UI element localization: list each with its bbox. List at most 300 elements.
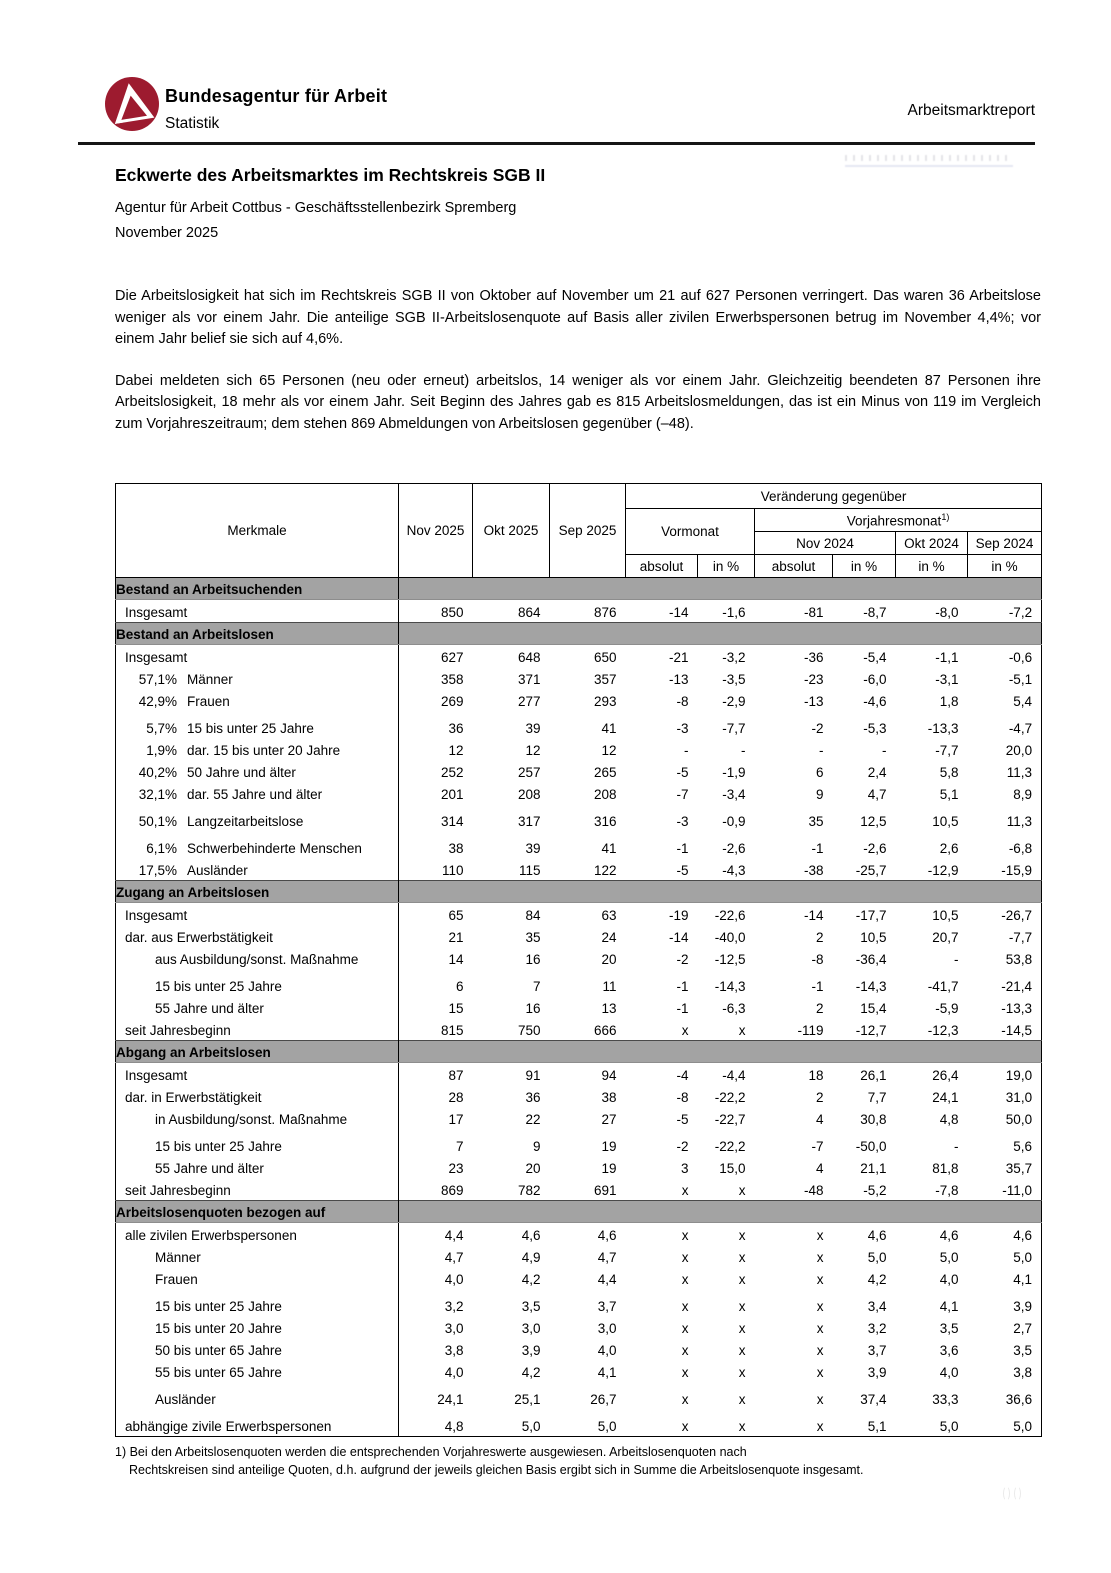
row-label: seit Jahresbeginn (125, 1023, 231, 1038)
value-cell: 316 (593, 814, 617, 829)
value-cell: -5 (676, 863, 689, 878)
value-cell: 201 (440, 787, 464, 802)
value-cell: 28 (448, 1090, 464, 1105)
row-label: Insgesamt (125, 1068, 188, 1083)
section-header-row (116, 1041, 1042, 1063)
value-cell: 3,0 (444, 1321, 464, 1336)
value-cell: 5,4 (1013, 694, 1033, 709)
value-cell: -14,3 (714, 979, 746, 994)
table-row (116, 1289, 1042, 1316)
value-cell: 4,7 (444, 1250, 464, 1265)
value-cell: -7,7 (1008, 930, 1033, 945)
artifact-mark (1003, 1486, 1010, 1501)
value-cell: 110 (441, 863, 464, 878)
table-row (116, 645, 1042, 668)
value-cell: x (738, 1321, 746, 1336)
value-cell: 25,1 (514, 1392, 541, 1407)
value-cell: 35 (808, 814, 824, 829)
value-cell: 4,6 (939, 1228, 959, 1243)
footnote-line-2: Rechtskreisen sind anteilige Quoten, d.h. aufgrund der jeweils gleichen Basis ergibt sich in Summe die Arbeitslosenquote insgesamt. (129, 1462, 864, 1477)
row-label: 50 Jahre und älter (187, 765, 296, 780)
value-cell: -6,3 (722, 1001, 746, 1016)
value-cell: -21,4 (1001, 979, 1033, 994)
value-cell: -14 (668, 930, 689, 945)
value-cell: 2 (815, 1001, 824, 1016)
value-cell: 35,7 (1005, 1161, 1033, 1176)
value-cell: 36,6 (1005, 1392, 1033, 1407)
value-cell: -5,1 (1008, 672, 1033, 687)
table-row (116, 925, 1042, 947)
value-cell: 4,7 (867, 787, 887, 802)
value-cell: -3,1 (935, 672, 959, 687)
value-cell: -0,9 (722, 814, 746, 829)
row-share-value: 40,2% (138, 765, 177, 780)
value-cell: -3,5 (722, 672, 746, 687)
value-cell: - (741, 743, 746, 758)
value-cell: 3,4 (867, 1299, 887, 1314)
value-cell: -1 (676, 841, 689, 856)
value-cell: x (681, 1023, 689, 1038)
value-cell: 4,4 (444, 1228, 464, 1243)
value-cell: 12 (525, 743, 541, 758)
col-header-okt2024-pct: in % (896, 555, 968, 578)
value-cell: x (816, 1392, 824, 1407)
value-cell: -8,0 (935, 605, 959, 620)
value-cell: 782 (517, 1183, 541, 1198)
value-cell: 4,0 (597, 1343, 617, 1358)
value-cell: 6 (815, 765, 824, 780)
value-cell: 4,6 (1013, 1228, 1033, 1243)
row-label-cell (116, 1223, 399, 1246)
value-cell: -14 (803, 908, 824, 923)
value-cell: -5,2 (863, 1183, 887, 1198)
table-row (116, 1316, 1042, 1338)
col-header-vormonat: Vormonat (626, 509, 755, 555)
value-cell: -2,6 (722, 841, 746, 856)
value-cell: -22,7 (714, 1112, 746, 1127)
value-cell: -3 (676, 814, 689, 829)
value-cell: 3,5 (521, 1299, 541, 1314)
section-title-cell: Zugang an Arbeitslosen (116, 881, 399, 903)
value-cell: -22,2 (714, 1090, 746, 1105)
table-row (116, 996, 1042, 1018)
row-label-cell (116, 996, 399, 1018)
section-fill-cell (399, 881, 1042, 903)
value-cell: x (681, 1299, 689, 1314)
col-header-merkmale: Merkmale (116, 484, 399, 578)
value-cell: x (816, 1299, 824, 1314)
row-label-cell (116, 738, 399, 760)
value-cell: 50,0 (1005, 1112, 1033, 1127)
table-row (116, 1063, 1042, 1086)
row-label: abhängige zivile Erwerbspersonen (125, 1419, 332, 1434)
table-row (116, 1156, 1042, 1178)
row-label: Ausländer (187, 863, 248, 878)
value-cell: x (738, 1272, 746, 1287)
row-label: Frauen (187, 694, 230, 709)
value-cell: 252 (440, 765, 464, 780)
table-row (116, 760, 1042, 782)
watermark-squiggle (845, 155, 1013, 161)
value-cell: 30,8 (860, 1112, 887, 1127)
section-fill-cell (399, 578, 1042, 600)
value-cell: x (681, 1228, 689, 1243)
value-cell: 4,0 (444, 1365, 464, 1380)
value-cell: 91 (525, 1068, 541, 1083)
row-label: 55 Jahre und älter (155, 1161, 264, 1176)
value-cell: 3,2 (867, 1321, 887, 1336)
value-cell: x (681, 1419, 689, 1434)
col-header-vorjahresmonat (755, 509, 1042, 532)
value-cell: -2 (811, 721, 824, 736)
value-cell: -4,3 (722, 863, 746, 878)
value-cell: 27 (601, 1112, 617, 1127)
value-cell: 750 (517, 1023, 541, 1038)
value-cell: 627 (440, 650, 464, 665)
col-header-sep2024-pct: in % (968, 555, 1042, 578)
row-label-cell (116, 689, 399, 711)
value-cell: 269 (440, 694, 464, 709)
row-share-value: 5,7% (146, 721, 177, 736)
table-row (116, 1129, 1042, 1156)
value-cell: 257 (517, 765, 541, 780)
value-cell: 39 (525, 841, 541, 856)
value-cell: 10,5 (932, 908, 959, 923)
value-cell: -22,2 (714, 1139, 746, 1154)
row-label-cell (116, 925, 399, 947)
value-cell: 4,0 (939, 1272, 959, 1287)
section-header-row (116, 623, 1042, 645)
value-cell: -8 (676, 1090, 689, 1105)
row-label: aus Ausbildung/sonst. Maßnahme (155, 952, 359, 967)
report-period: November 2025 (115, 225, 219, 241)
row-label: 15 bis unter 25 Jahre (155, 1299, 282, 1314)
value-cell: 15,4 (860, 1001, 887, 1016)
table-row (116, 782, 1042, 804)
row-label-cell (116, 831, 399, 858)
table-row (116, 1223, 1042, 1246)
value-cell: 4 (815, 1161, 824, 1176)
value-cell: x (816, 1228, 824, 1243)
row-label: dar. 15 bis unter 20 Jahre (187, 743, 341, 758)
value-cell: x (816, 1272, 824, 1287)
value-cell: -14 (668, 605, 689, 620)
value-cell: x (738, 1023, 746, 1038)
footnote-marker: 1) (941, 511, 950, 522)
value-cell: -1,1 (935, 650, 959, 665)
row-label: 55 Jahre und älter (155, 1001, 264, 1016)
value-cell: x (681, 1272, 689, 1287)
brand-name: Bundesagentur für Arbeit (165, 86, 388, 106)
value-cell: -1 (811, 979, 824, 994)
value-cell: 815 (440, 1023, 464, 1038)
value-cell: x (738, 1343, 746, 1358)
value-cell: 4,6 (597, 1228, 617, 1243)
value-cell: -23 (803, 672, 824, 687)
value-cell: 864 (517, 605, 541, 620)
value-cell: 12 (448, 743, 464, 758)
value-cell: x (681, 1250, 689, 1265)
value-cell: 691 (593, 1183, 617, 1198)
value-cell: 5,0 (521, 1419, 541, 1434)
value-cell: 26,7 (590, 1392, 617, 1407)
row-label-cell (116, 1289, 399, 1316)
value-cell: 94 (601, 1068, 617, 1083)
section-title-cell: Abgang an Arbeitslosen (116, 1041, 399, 1063)
value-cell: 87 (448, 1068, 464, 1083)
row-label: Langzeitarbeitslose (187, 814, 304, 829)
value-cell: 24 (601, 930, 617, 945)
value-cell: 7 (455, 1139, 464, 1154)
row-label-cell (116, 1409, 399, 1437)
row-label-cell (116, 1129, 399, 1156)
value-cell: 8,9 (1013, 787, 1033, 802)
value-cell: 81,8 (932, 1161, 959, 1176)
value-cell: -17,7 (855, 908, 887, 923)
value-cell: 4,2 (521, 1365, 541, 1380)
value-cell: -8,7 (863, 605, 887, 620)
value-cell: 3,5 (939, 1321, 959, 1336)
value-cell: -119 (797, 1023, 824, 1038)
row-share-value: 50,1% (138, 814, 177, 829)
section-header-row (116, 1201, 1042, 1223)
value-cell: x (816, 1365, 824, 1380)
value-cell: -5,9 (935, 1001, 959, 1016)
section-fill-cell (399, 623, 1042, 645)
value-cell: 3,9 (867, 1365, 887, 1380)
value-cell: x (738, 1228, 746, 1243)
value-cell: -2 (676, 1139, 689, 1154)
value-cell: -1,6 (722, 605, 746, 620)
row-share-value: 57,1% (138, 672, 177, 687)
value-cell: -26,7 (1001, 908, 1033, 923)
value-cell: 5,6 (1013, 1139, 1033, 1154)
value-cell: -5,3 (863, 721, 887, 736)
value-cell: 21,1 (860, 1161, 887, 1176)
value-cell: 4,1 (939, 1299, 959, 1314)
row-label-cell (116, 1156, 399, 1178)
row-label: Insgesamt (125, 650, 188, 665)
section-header-row (116, 578, 1042, 600)
row-label-cell (116, 600, 399, 623)
value-cell: 38 (448, 841, 464, 856)
value-cell: 24,1 (437, 1392, 464, 1407)
value-cell: -1 (676, 1001, 689, 1016)
value-cell: 3,9 (1013, 1299, 1033, 1314)
row-label: Schwerbehinderte Menschen (187, 841, 362, 856)
value-cell: 15 (448, 1001, 464, 1016)
value-cell: -3 (676, 721, 689, 736)
value-cell: -50,0 (855, 1139, 887, 1154)
col-header-okt-2024: Okt 2024 (896, 532, 968, 555)
value-cell: -12,7 (855, 1023, 887, 1038)
statistics-table (115, 483, 1042, 1437)
table-row (116, 600, 1042, 623)
value-cell: 36 (525, 1090, 541, 1105)
value-cell: 2 (815, 1090, 824, 1105)
page-subtitle: Agentur für Arbeit Cottbus - Geschäftsstellenbezirk Spremberg (115, 200, 517, 216)
header-rule (78, 142, 1035, 145)
value-cell: 11,3 (1006, 814, 1033, 829)
value-cell: 14 (448, 952, 464, 967)
row-share-value: 32,1% (138, 787, 177, 802)
value-cell: 9 (532, 1139, 541, 1154)
value-cell: 3,9 (521, 1343, 541, 1358)
table-row (116, 1107, 1042, 1129)
row-label-cell (116, 1245, 399, 1267)
value-cell: 37,4 (860, 1392, 887, 1407)
row-label: 15 bis unter 25 Jahre (155, 979, 282, 994)
value-cell: 3,0 (597, 1321, 617, 1336)
row-label-cell (116, 969, 399, 996)
value-cell: x (681, 1392, 689, 1407)
row-label-cell (116, 667, 399, 689)
table-header (116, 484, 1042, 578)
section-title-cell: Bestand an Arbeitslosen (116, 623, 399, 645)
value-cell: -2,6 (863, 841, 887, 856)
value-cell: -12,5 (714, 952, 746, 967)
value-cell: -2,9 (722, 694, 746, 709)
value-cell: 357 (593, 672, 617, 687)
value-cell: 20,0 (1005, 743, 1033, 758)
row-label-cell (116, 858, 399, 881)
value-cell: 24,1 (932, 1090, 959, 1105)
value-cell: x (816, 1343, 824, 1358)
brand-subtitle: Statistik (165, 115, 220, 132)
value-cell: -22,6 (714, 908, 746, 923)
row-label: Männer (187, 672, 233, 687)
row-label-cell (116, 1063, 399, 1086)
value-cell: 850 (440, 605, 464, 620)
value-cell: x (738, 1419, 746, 1434)
value-cell: 2 (815, 930, 824, 945)
value-cell: 21 (448, 930, 464, 945)
row-label: dar. 55 Jahre und älter (187, 787, 323, 802)
row-label: 15 bis unter 25 Jahre (155, 1139, 282, 1154)
value-cell: 5,0 (939, 1250, 959, 1265)
value-cell: 3,7 (867, 1343, 887, 1358)
value-cell: 314 (440, 814, 464, 829)
value-cell: 15,0 (719, 1161, 746, 1176)
value-cell: 4,2 (867, 1272, 887, 1287)
value-cell: -19 (668, 908, 689, 923)
value-cell: 4,6 (867, 1228, 887, 1243)
value-cell: -38 (803, 863, 824, 878)
value-cell: 5,8 (939, 765, 959, 780)
value-cell: 5,0 (939, 1419, 959, 1434)
table-row (116, 689, 1042, 711)
page-title: Eckwerte des Arbeitsmarktes im Rechtskreis SGB II (115, 165, 546, 185)
value-cell: 4,6 (521, 1228, 541, 1243)
value-cell: -3,2 (722, 650, 746, 665)
row-label: 15 bis unter 25 Jahre (187, 721, 314, 736)
row-label: alle zivilen Erwerbspersonen (125, 1228, 297, 1243)
value-cell: 11 (602, 979, 617, 994)
value-cell: - (954, 1139, 959, 1154)
value-cell: 4,1 (1013, 1272, 1033, 1287)
value-cell: 10,5 (860, 930, 887, 945)
table-row (116, 947, 1042, 969)
value-cell: 10,5 (932, 814, 959, 829)
value-cell: 5,0 (867, 1250, 887, 1265)
value-cell: -7,8 (935, 1183, 959, 1198)
value-cell: - (684, 743, 689, 758)
row-label-cell (116, 782, 399, 804)
value-cell: 4,4 (597, 1272, 617, 1287)
value-cell: 38 (601, 1090, 617, 1105)
row-label: Insgesamt (125, 605, 188, 620)
value-cell: x (816, 1321, 824, 1336)
col-header-nov-2024: Nov 2024 (755, 532, 896, 555)
main-content (115, 165, 1041, 1479)
table-row (116, 1245, 1042, 1267)
col-header-nov2024-absolut: absolut (755, 555, 833, 578)
row-label: Frauen (155, 1272, 198, 1287)
value-cell: -13,3 (927, 721, 959, 736)
value-cell: x (738, 1183, 746, 1198)
value-cell: 317 (517, 814, 541, 829)
value-cell: 5,0 (597, 1419, 617, 1434)
value-cell: 3,0 (521, 1321, 541, 1336)
value-cell: -81 (803, 605, 824, 620)
value-cell: 3,6 (939, 1343, 959, 1358)
value-cell: 19 (601, 1139, 617, 1154)
value-cell: -4,4 (722, 1068, 746, 1083)
bundesagentur-logo-icon (104, 76, 160, 132)
value-cell: - (882, 743, 887, 758)
value-cell: 4 (815, 1112, 824, 1127)
value-cell: x (738, 1299, 746, 1314)
value-cell: -13 (668, 672, 689, 687)
table-row (116, 1338, 1042, 1360)
value-cell: -1 (676, 979, 689, 994)
value-cell: 4,8 (444, 1419, 464, 1434)
value-cell: 122 (593, 863, 617, 878)
value-cell: 13 (601, 1001, 617, 1016)
vorjahresmonat-label: Vorjahresmonat (846, 513, 942, 529)
value-cell: -5 (676, 765, 689, 780)
value-cell: 26,1 (860, 1068, 887, 1083)
value-cell: 4,0 (939, 1365, 959, 1380)
value-cell: -21 (668, 650, 689, 665)
value-cell: -11,0 (1002, 1183, 1033, 1198)
value-cell: 4,9 (521, 1250, 541, 1265)
row-label-cell (116, 1360, 399, 1382)
value-cell: -25,7 (855, 863, 887, 878)
table-row (116, 1360, 1042, 1382)
value-cell: -41,7 (927, 979, 959, 994)
row-share-value: 1,9% (146, 743, 177, 758)
row-label: 15 bis unter 20 Jahre (155, 1321, 282, 1336)
value-cell: -8 (676, 694, 689, 709)
table-row (116, 1018, 1042, 1041)
value-cell: x (816, 1250, 824, 1265)
value-cell: -2 (676, 952, 689, 967)
value-cell: 208 (593, 787, 617, 802)
table-row (116, 738, 1042, 760)
value-cell: -13 (803, 694, 824, 709)
value-cell: -12,9 (927, 863, 959, 878)
row-label: Ausländer (155, 1392, 216, 1407)
value-cell: 2,7 (1013, 1321, 1033, 1336)
value-cell: 17 (448, 1112, 464, 1127)
value-cell: 6 (455, 979, 464, 994)
value-cell: 3,8 (1013, 1365, 1033, 1380)
section-header-row (116, 881, 1042, 903)
value-cell: -1 (811, 841, 824, 856)
row-label-cell (116, 1107, 399, 1129)
col-header-sep-2025: Sep 2025 (550, 484, 626, 578)
